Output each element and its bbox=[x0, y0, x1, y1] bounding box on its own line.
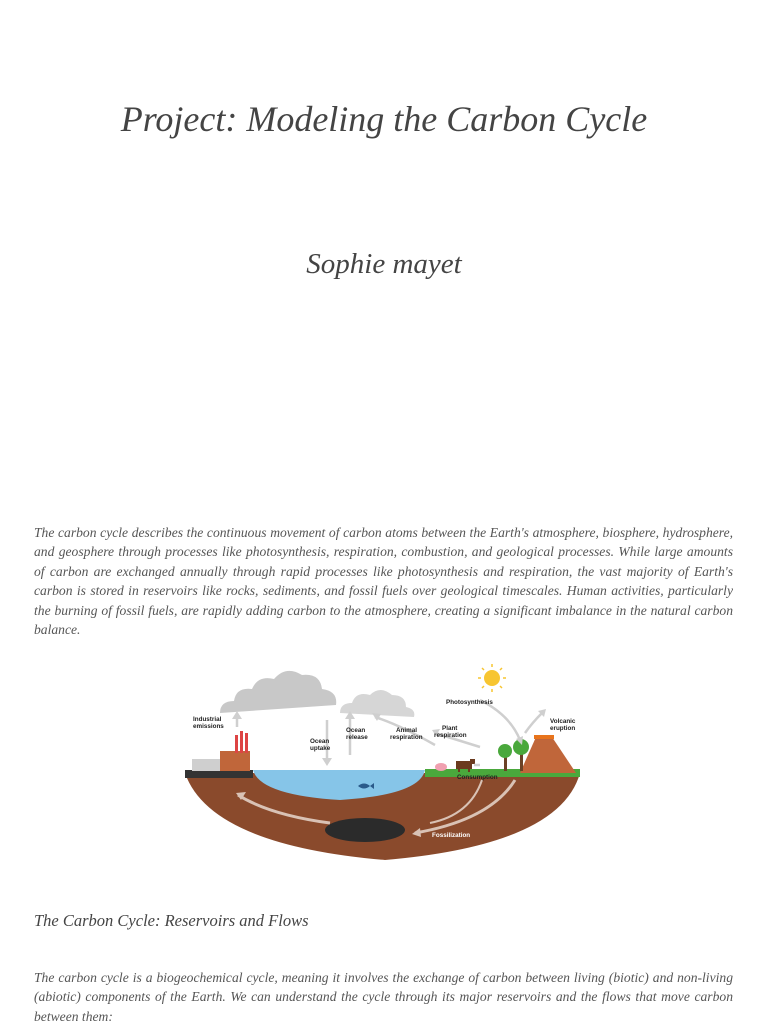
label-fossilization: Fossilization bbox=[432, 832, 471, 839]
label-industrial-2: emissions bbox=[193, 723, 224, 730]
label-ocean-uptake-2: uptake bbox=[310, 745, 331, 752]
sun-icon bbox=[484, 670, 500, 686]
label-plant-resp-1: Plant bbox=[442, 725, 458, 732]
label-consumption: Consumption bbox=[457, 774, 498, 781]
volcano-icon bbox=[520, 737, 576, 773]
label-volcanic-1: Volcanic bbox=[550, 718, 576, 725]
label-ocean-release-2: release bbox=[346, 734, 368, 741]
factory-icon bbox=[192, 731, 250, 771]
pig-icon bbox=[435, 763, 447, 771]
ground-strip-left bbox=[185, 770, 253, 778]
label-photosynthesis: Photosynthesis bbox=[446, 699, 493, 706]
label-volcanic-2: eruption bbox=[550, 725, 576, 732]
cloud-large bbox=[220, 671, 336, 713]
author-name: Sophie mayet bbox=[306, 248, 462, 280]
fossil-fuel-deposit bbox=[325, 818, 405, 842]
document-title: Project: Modeling the Carbon Cycle bbox=[120, 99, 648, 139]
section-heading: The Carbon Cycle: Reservoirs and Flows bbox=[34, 911, 309, 930]
label-plant-resp-2: respiration bbox=[434, 732, 467, 739]
label-animal-resp-1: Animal bbox=[396, 727, 417, 734]
intro-paragraph: The carbon cycle describes the continuous movement of carbon atoms between the Earth's atmosphere, biosphere, hydrosphere, and geosphere through processes like photosynthesis, respiration, combustion, and geological processes. While large amounts of carbon are exchanged annually through rapid processes like photosynthesis and respiration, the vast majority of Earth's carbon is stored in reservoirs like rocks, sediments, and fossil fuels over geological timescales. Human activities, particularly the burning of fossil fuels, are rapidly adding carbon to the atmosphere, creating a significant imbalance in the natural carbon balance. bbox=[34, 525, 733, 638]
carbon-cycle-diagram bbox=[180, 655, 590, 870]
section-paragraph: The carbon cycle is a biogeochemical cycle, meaning it involves the exchange of carbon between living (biotic) and non-living (abiotic) components of the Earth. We can understand the cycle through its major reservoirs and the flows that move carbon between them: bbox=[34, 970, 733, 1024]
label-animal-resp-2: respiration bbox=[390, 734, 423, 741]
label-industrial-1: Industrial bbox=[193, 716, 222, 723]
label-ocean-uptake-1: Ocean bbox=[310, 738, 330, 745]
label-ocean-release-1: Ocean bbox=[346, 727, 366, 734]
